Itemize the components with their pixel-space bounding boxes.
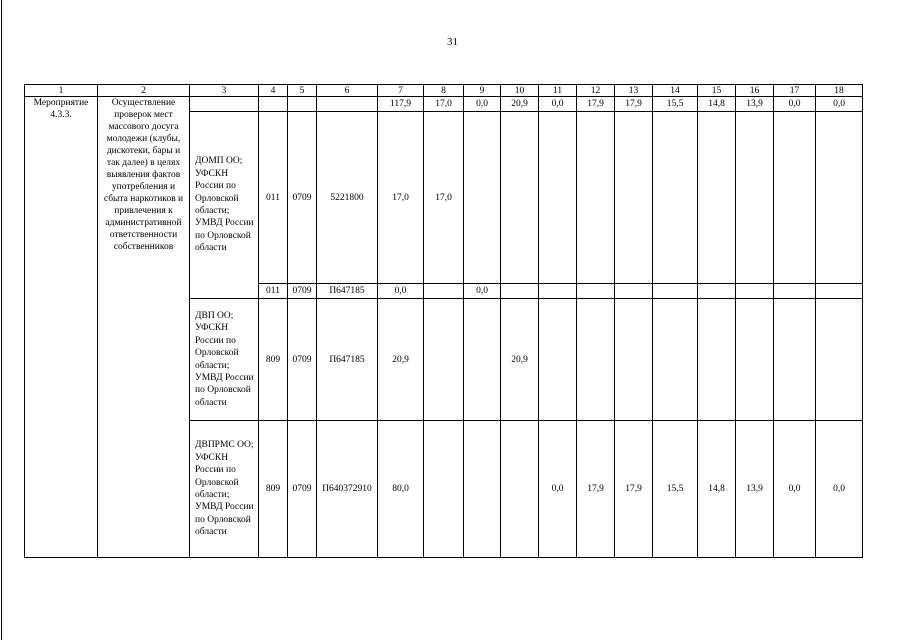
- cell-c5: 0709: [288, 112, 317, 284]
- activity-code: Мероприятие 4.3.3.: [25, 97, 98, 558]
- header-cell: 10: [501, 85, 539, 97]
- budget-table: [24, 84, 863, 558]
- cell-c10: [501, 421, 539, 558]
- cell-c11: 0,0: [539, 421, 577, 558]
- cell-c5: 0709: [288, 421, 317, 558]
- cell-c9: 0,0: [464, 284, 501, 299]
- header-cell: 9: [464, 85, 501, 97]
- cell-c14: [653, 112, 698, 284]
- cell-c6: П640372910: [317, 421, 378, 558]
- cell-c15: 14,8: [698, 421, 736, 558]
- cell-c4: 011: [259, 284, 288, 299]
- cell-c18: [816, 299, 863, 421]
- cell-c12: [577, 299, 615, 421]
- cell-c9: [464, 112, 501, 284]
- total-cell: 15,5: [653, 97, 698, 112]
- header-cell: 18: [816, 85, 863, 97]
- cell-c16: [736, 299, 774, 421]
- total-cell: 0,0: [774, 97, 816, 112]
- cell-c8: 17,0: [424, 112, 464, 284]
- cell-c4: 809: [259, 299, 288, 421]
- cell-c4: 809: [259, 421, 288, 558]
- cell-c6: П647185: [317, 299, 378, 421]
- header-cell: 16: [736, 85, 774, 97]
- page-number: 31: [447, 36, 458, 48]
- total-cell: 17,9: [577, 97, 615, 112]
- cell-c13: [615, 284, 653, 299]
- cell-c11: [539, 299, 577, 421]
- header-cell: 11: [539, 85, 577, 97]
- cell-c16: 13,9: [736, 421, 774, 558]
- total-row: [25, 97, 863, 112]
- cell-c12: [577, 112, 615, 284]
- header-cell: 13: [615, 85, 653, 97]
- total-cell: 17,9: [615, 97, 653, 112]
- header-cell: 15: [698, 85, 736, 97]
- header-cell: 3: [190, 85, 259, 97]
- cell-c15: [698, 299, 736, 421]
- cell-c11: [539, 284, 577, 299]
- activity-description: Осуществление проверок мест массового досуга молодежи (клубы, дискотеки, бары и так далее) в целях выявления фактов употребления и сбыта наркотиков и привлечения к административной ответственности собственников: [98, 97, 190, 558]
- header-row: [25, 85, 863, 97]
- total-cell-empty: [190, 97, 259, 112]
- cell-c10: [501, 284, 539, 299]
- cell-c18: [816, 284, 863, 299]
- cell-c15: [698, 112, 736, 284]
- cell-c16: [736, 112, 774, 284]
- left-margin-line: [1, 0, 2, 640]
- cell-c17: 0,0: [774, 421, 816, 558]
- cell-c14: 15,5: [653, 421, 698, 558]
- header-cell: 6: [317, 85, 378, 97]
- cell-c10: [501, 112, 539, 284]
- header-cell: 7: [378, 85, 424, 97]
- cell-c17: [774, 284, 816, 299]
- total-cell: 0,0: [464, 97, 501, 112]
- cell-c8: [424, 284, 464, 299]
- executor-cell: ДВПРМС ОО; УФСКН России по Орловской области; УМВД России по Орловской области: [190, 421, 259, 558]
- total-cell: 117,9: [378, 97, 424, 112]
- header-cell: 1: [25, 85, 98, 97]
- cell-c15: [698, 284, 736, 299]
- cell-c4: 011: [259, 112, 288, 284]
- cell-c18: 0,0: [816, 421, 863, 558]
- cell-c18: [816, 112, 863, 284]
- header-cell: 4: [259, 85, 288, 97]
- header-cell: 5: [288, 85, 317, 97]
- cell-c7: 0,0: [378, 284, 424, 299]
- cell-c9: [464, 421, 501, 558]
- total-cell: 0,0: [539, 97, 577, 112]
- header-cell: 17: [774, 85, 816, 97]
- cell-c11: [539, 112, 577, 284]
- cell-c8: [424, 421, 464, 558]
- cell-c5: 0709: [288, 299, 317, 421]
- total-cell-empty: [259, 97, 288, 112]
- total-cell: 17,0: [424, 97, 464, 112]
- cell-c9: [464, 299, 501, 421]
- cell-c17: [774, 299, 816, 421]
- cell-c14: [653, 284, 698, 299]
- cell-c6: П647185: [317, 284, 378, 299]
- cell-c7: 20,9: [378, 299, 424, 421]
- total-cell: 13,9: [736, 97, 774, 112]
- cell-c7: 17,0: [378, 112, 424, 284]
- cell-c13: [615, 112, 653, 284]
- cell-c12: 17,9: [577, 421, 615, 558]
- total-cell-empty: [288, 97, 317, 112]
- executor-cell: ДВП ОО; УФСКН России по Орловской области; УМВД России по Орловской области: [190, 299, 259, 421]
- header-cell: 14: [653, 85, 698, 97]
- header-cell: 8: [424, 85, 464, 97]
- cell-c14: [653, 299, 698, 421]
- cell-c16: [736, 284, 774, 299]
- cell-c10: 20,9: [501, 299, 539, 421]
- cell-c5: 0709: [288, 284, 317, 299]
- total-cell: 14,8: [698, 97, 736, 112]
- cell-c6: 5221800: [317, 112, 378, 284]
- total-cell-empty: [317, 97, 378, 112]
- header-cell: 2: [98, 85, 190, 97]
- cell-c13: 17,9: [615, 421, 653, 558]
- total-cell: 0,0: [816, 97, 863, 112]
- cell-c7: 80,0: [378, 421, 424, 558]
- cell-c17: [774, 112, 816, 284]
- cell-c8: [424, 299, 464, 421]
- cell-c13: [615, 299, 653, 421]
- header-cell: 12: [577, 85, 615, 97]
- total-cell: 20,9: [501, 97, 539, 112]
- cell-c12: [577, 284, 615, 299]
- executor-cell: ДОМП ОО; УФСКН России по Орловской области; УМВД России по Орловской области: [190, 112, 259, 299]
